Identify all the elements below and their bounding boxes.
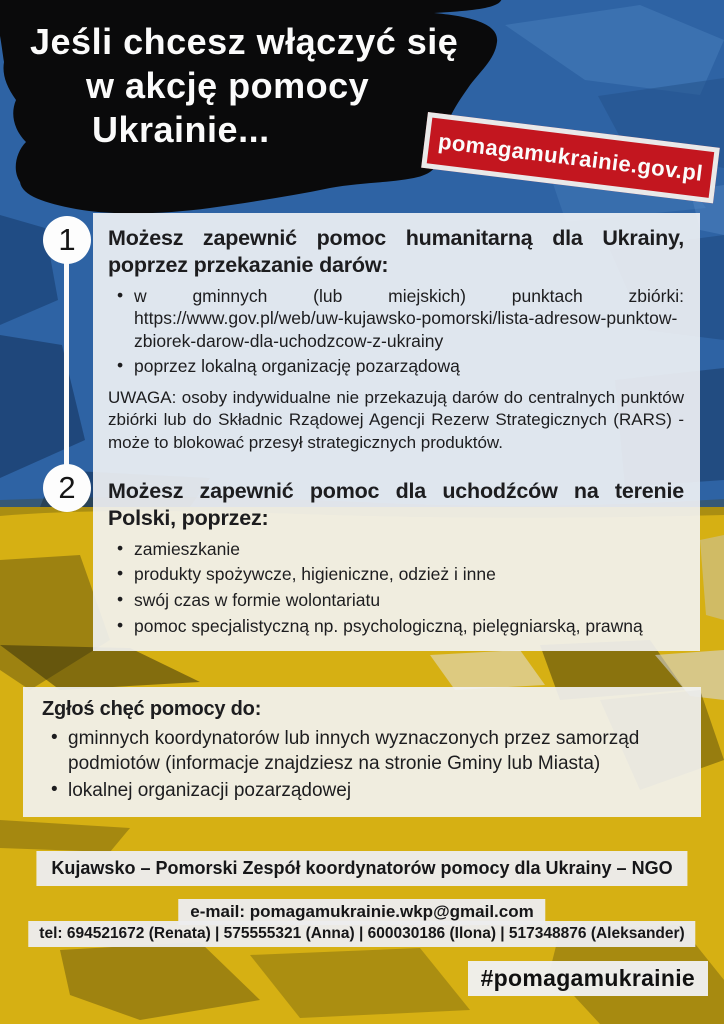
title-line-3: Ukrainie... — [92, 109, 270, 150]
step-1-heading: Możesz zapewnić pomoc humanitarną dla Ukrainy, poprzez przekazanie darów: — [108, 226, 684, 278]
report-help-panel — [23, 687, 701, 817]
step-1-note: UWAGA: osoby indywidualne nie przekazują darów do centralnych punktów zbiórki lub do Składnic Rządowej Agencji Rezerw Strategicznych (RARS) - może to blokować przesył strategicznych produktów. — [108, 387, 684, 452]
email-address: e-mail: pomagamukrainie.wkp@gmail.com — [190, 902, 534, 921]
step-1-panel — [93, 213, 700, 466]
hashtag-badge: #pomagamukrainie — [468, 961, 708, 996]
step-2-badge — [43, 464, 91, 512]
report-help-bullet-list — [42, 727, 681, 803]
step-2-panel — [93, 466, 700, 651]
step-2-number: 2 — [58, 470, 76, 505]
phone-numbers: tel: 694521672 (Renata) | 575555321 (Anna) | 600030186 (Ilona) | 517348876 (Aleksander) — [39, 925, 685, 942]
title-line-2: w akcję pomocy — [86, 65, 370, 106]
step-1-bullet-list — [108, 285, 684, 378]
website-url: pomagamukrainie.gov.pl — [436, 128, 705, 186]
list-item: • pomoc specjalistyczną np. psychologiczną, pielęgniarską, prawną — [115, 615, 684, 638]
list-item: • poprzez lokalną organizację pozarządową — [115, 355, 684, 378]
step-2-bullet-list — [108, 538, 684, 638]
list-item: • produkty spożywcze, higieniczne, odzież i inne — [115, 563, 684, 586]
step-1-number: 1 — [58, 222, 76, 257]
step-2-heading: Możesz zapewnić pomoc dla uchodźców na terenie Polski, poprzez: — [108, 479, 684, 531]
organization-strip — [36, 851, 687, 886]
list-item: • zamieszkanie — [115, 538, 684, 561]
step-connector-line — [64, 240, 69, 488]
list-item: • swój czas w formie wolontariatu — [115, 589, 684, 612]
report-help-heading: Zgłoś chęć pomocy do: — [42, 698, 262, 720]
poster-title — [30, 20, 458, 152]
list-item: • lokalnej organizacji pozarządowej — [49, 779, 681, 804]
list-item: • w gminnych (lub miejskich) punktach zbiórki: https://www.gov.pl/web/uw-kujawsko-pomorski/lista-adresow-punktow-zbiorek-darow-dla-uchodzcow-z-ukrainy — [115, 285, 684, 353]
phone-strip — [28, 921, 695, 947]
list-item: • gminnych koordynatorów lub innych wyznaczonych przez samorząd podmiotów (informacje znajdziesz na stronie Gminy lub Miasta) — [49, 727, 681, 776]
step-1-badge — [43, 216, 91, 264]
organization-name: Kujawsko – Pomorski Zespół koordynatorów pomocy dla Ukrainy – NGO — [51, 858, 673, 878]
title-line-1: Jeśli chcesz włączyć się — [30, 21, 459, 62]
